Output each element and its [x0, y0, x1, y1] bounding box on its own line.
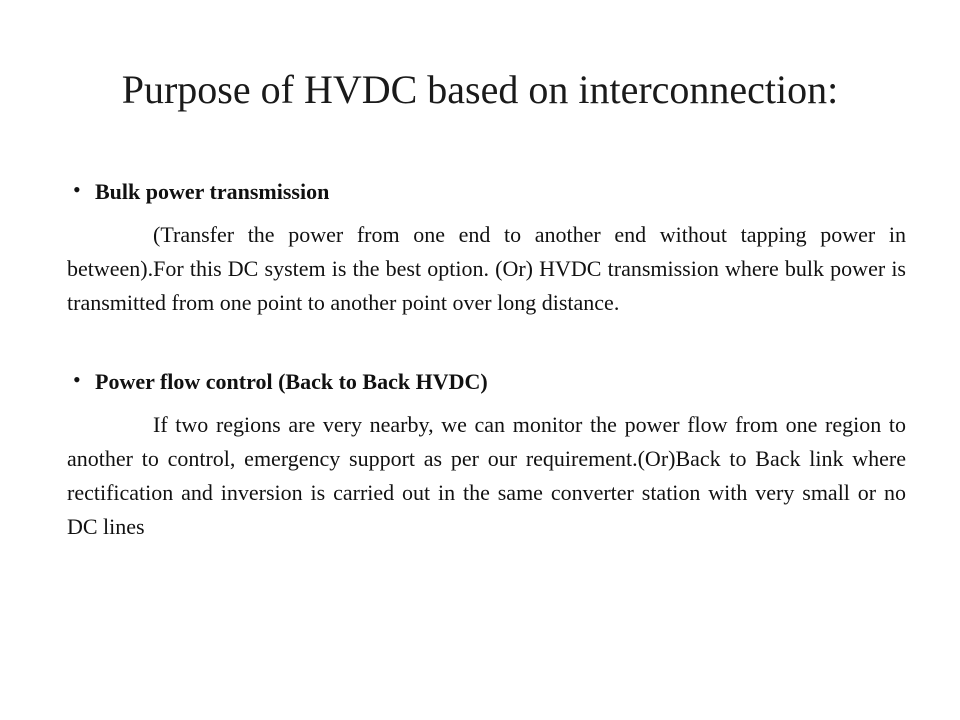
bullet-heading-label: Bulk power transmission [95, 179, 330, 204]
slide-title: Purpose of HVDC based on interconnection: [121, 67, 839, 112]
body-paragraph-power-flow: If two regions are very nearby, we can monitor the power flow from one region to another to control, emergency support as per our requirement.(Or)Back to Back link where rectification and inversion is carried out in the same converter station with very small or no DC lines [67, 412, 906, 539]
bullet-dot: • [73, 177, 81, 202]
bullet-heading-label: Power flow control (Back to Back HVDC) [95, 369, 488, 394]
body-paragraph-bulk-power: (Transfer the power from one end to another end without tapping power in between).For this DC system is the best option. (Or) HVDC transmission where bulk power is transmitted from one point to another point over long distance. [67, 222, 906, 315]
bullet-dot: • [73, 367, 81, 392]
